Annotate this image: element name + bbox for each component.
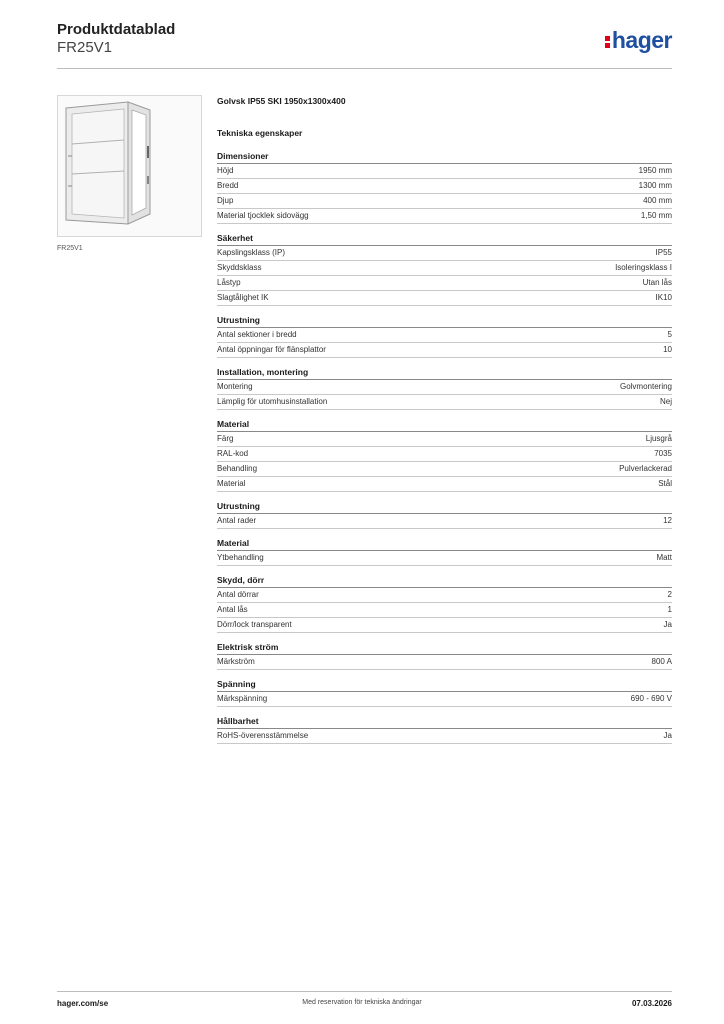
spec-row: [217, 164, 672, 179]
spec-row: [217, 432, 672, 447]
spec-value: 1: [667, 605, 672, 614]
spec-row: [217, 194, 672, 209]
spec-section: [217, 150, 672, 224]
spec-row: [217, 447, 672, 462]
spec-value: 1950 mm: [638, 166, 672, 175]
spec-value: Golvmontering: [619, 382, 672, 391]
spec-row: [217, 291, 672, 306]
spec-row: [217, 692, 672, 707]
spec-row: [217, 618, 672, 633]
logo-text: hager: [611, 27, 672, 53]
spec-label: Bredd: [217, 181, 239, 190]
spec-value: 690 - 690 V: [630, 694, 672, 703]
spec-label: RAL-kod: [217, 449, 249, 458]
spec-row: [217, 603, 672, 618]
section-title: Utrustning: [217, 500, 672, 514]
spec-row: [217, 729, 672, 744]
footer-disclaimer: Med reservation för tekniska ändringar: [302, 999, 422, 1006]
section-title: Dimensioner: [217, 150, 672, 164]
spec-value: 1300 mm: [638, 181, 672, 190]
spec-section: [217, 678, 672, 707]
spec-label: Slagtålighet IK: [217, 293, 269, 302]
spec-value: 5: [667, 330, 672, 339]
spec-value: Isoleringsklass I: [615, 263, 672, 272]
spec-label: Lämplig för utomhusinstallation: [217, 397, 328, 406]
spec-label: Behandling: [217, 464, 258, 473]
properties-heading: Tekniska egenskaper: [217, 128, 303, 138]
spec-label: Ytbehandling: [217, 553, 264, 562]
spec-section: [217, 418, 672, 492]
product-name: Golvsk IP55 SKI 1950x1300x400: [217, 96, 346, 106]
footer-website[interactable]: hager.com/se: [57, 999, 109, 1008]
spec-value: Utan lås: [642, 278, 672, 287]
spec-row: [217, 477, 672, 492]
spec-label: Märkström: [217, 657, 255, 666]
image-caption: FR25V1: [57, 245, 83, 252]
spec-section: [217, 574, 672, 633]
section-title: Elektrisk ström: [217, 641, 672, 655]
spec-value: Nej: [659, 397, 672, 406]
spec-sections: [217, 150, 672, 744]
spec-value: Ja: [663, 731, 672, 740]
spec-row: [217, 655, 672, 670]
spec-value: Ja: [663, 620, 672, 629]
hager-logo: [605, 27, 672, 54]
spec-content: [217, 96, 672, 752]
spec-row: [217, 328, 672, 343]
spec-row: [217, 514, 672, 529]
spec-row: [217, 380, 672, 395]
spec-section: [217, 715, 672, 744]
logo-dots-icon: [605, 34, 610, 50]
spec-label: Skyddsklass: [217, 263, 262, 272]
section-title: Utrustning: [217, 314, 672, 328]
spec-value: 10: [663, 345, 672, 354]
product-code: FR25V1: [57, 39, 113, 56]
section-title: Säkerhet: [217, 232, 672, 246]
footer-date: 07.03.2026: [631, 999, 672, 1008]
section-title: Material: [217, 537, 672, 551]
spec-row: [217, 276, 672, 291]
spec-value: 12: [663, 516, 672, 525]
spec-section: [217, 314, 672, 358]
spec-row: [217, 246, 672, 261]
spec-label: Märkspänning: [217, 694, 268, 703]
spec-section: [217, 641, 672, 670]
spec-value: 400 mm: [643, 196, 672, 205]
spec-label: Antal lås: [217, 605, 248, 614]
spec-row: [217, 179, 672, 194]
spec-value: 800 A: [651, 657, 672, 666]
section-title: Material: [217, 418, 672, 432]
spec-value: 2: [667, 590, 672, 599]
footer-divider: [57, 991, 672, 992]
spec-label: Antal sektioner i bredd: [217, 330, 297, 339]
spec-label: Färg: [217, 434, 234, 443]
spec-section: [217, 537, 672, 566]
section-title: Hållbarhet: [217, 715, 672, 729]
document-title: Produktdatablad: [57, 21, 176, 38]
spec-section: [217, 500, 672, 529]
spec-value: IP55: [655, 248, 672, 257]
spec-row: [217, 343, 672, 358]
spec-row: [217, 588, 672, 603]
spec-row: [217, 209, 672, 224]
spec-section: [217, 366, 672, 410]
spec-value: Pulverlackerad: [619, 464, 672, 473]
spec-label: Montering: [217, 382, 253, 391]
spec-value: Stål: [658, 479, 672, 488]
spec-value: IK10: [655, 293, 672, 302]
spec-value: 7035: [654, 449, 672, 458]
spec-label: Djup: [217, 196, 234, 205]
spec-row: [217, 462, 672, 477]
spec-row: [217, 261, 672, 276]
spec-label: Material: [217, 479, 246, 488]
cabinet-icon: [58, 96, 201, 236]
spec-row: [217, 551, 672, 566]
spec-label: Antal dörrar: [217, 590, 259, 599]
spec-label: Kapslingsklass (IP): [217, 248, 286, 257]
spec-label: Material tjocklek sidovägg: [217, 211, 309, 220]
spec-label: RoHS-överensstämmelse: [217, 731, 309, 740]
section-title: Skydd, dörr: [217, 574, 672, 588]
spec-label: Höjd: [217, 166, 234, 175]
spec-value: 1,50 mm: [640, 211, 672, 220]
spec-value: Matt: [656, 553, 672, 562]
spec-row: [217, 395, 672, 410]
spec-label: Antal öppningar för flänsplattor: [217, 345, 326, 354]
spec-label: Antal rader: [217, 516, 257, 525]
spec-label: Låstyp: [217, 278, 241, 287]
spec-value: Ljusgrå: [645, 434, 672, 443]
spec-section: [217, 232, 672, 306]
product-image: [57, 95, 202, 237]
section-title: Installation, montering: [217, 366, 672, 380]
spec-label: Dörr/lock transparent: [217, 620, 292, 629]
header-divider: [57, 68, 672, 69]
section-title: Spänning: [217, 678, 672, 692]
